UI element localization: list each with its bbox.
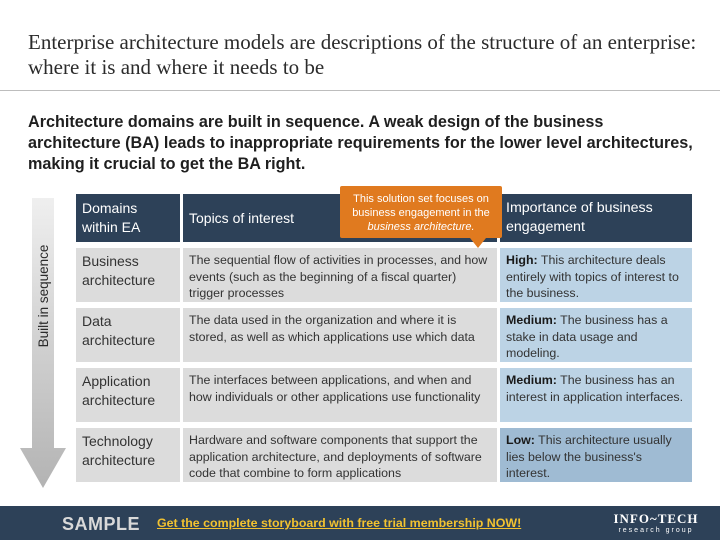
topics-cell: The data used in the organization and where it is stored, as well as which applications use which data — [183, 308, 497, 362]
importance-cell — [500, 248, 692, 302]
callout-emphasis: business architecture. — [367, 221, 475, 233]
footer-bar — [0, 506, 720, 540]
side-label: Built in sequence — [36, 244, 51, 348]
domain-cell: Data architecture — [76, 308, 180, 362]
callout-pointer — [470, 238, 486, 248]
topics-cell: The sequential flow of activities in processes, and how events (such as the beginning of a fiscal quarter) trigger processes — [183, 248, 497, 302]
table-row — [76, 368, 692, 422]
header-domains: Domains within EA — [76, 194, 180, 242]
table-row — [76, 308, 692, 362]
logo-tagline: research group — [618, 527, 694, 534]
importance-text: This architecture usually lies below the business's interest. — [506, 433, 672, 480]
trial-membership-link[interactable]: Get the complete storyboard with free trial membership NOW! — [157, 516, 522, 530]
importance-cell — [500, 308, 692, 362]
domain-cell: Application architecture — [76, 368, 180, 422]
topics-cell: Hardware and software components that support the application architecture, and deployments of software code that combine to form applications — [183, 428, 497, 482]
domain-cell: Technology architecture — [76, 428, 180, 482]
subtitle: Architecture domains are built in sequence. A weak design of the business architecture (BA) leads to inappropriate requirements for the lower level architectures, making it crucial to get the BA right. — [28, 113, 693, 173]
title-divider — [0, 90, 720, 91]
importance-text: The business has a stake in data usage and modeling. — [506, 313, 668, 360]
focus-callout — [340, 186, 502, 238]
header-topics: Topics of interest — [183, 194, 497, 242]
sample-label: SAMPLE — [62, 514, 141, 534]
importance-text: The business has an interest in application interfaces. — [506, 373, 684, 404]
importance-level: High: — [506, 253, 538, 267]
table-row — [76, 248, 692, 302]
header-importance: Importance of business engagement — [500, 194, 692, 242]
info-tech-logo — [610, 511, 702, 537]
domain-cell: Business architecture — [76, 248, 180, 302]
importance-text: This architecture deals entirely with topics of interest to the business. — [506, 253, 679, 300]
importance-cell — [500, 368, 692, 422]
importance-level: Low: — [506, 433, 535, 447]
page-title: Enterprise architecture models are descriptions of the structure of an enterprise: where it is and where it needs to be — [28, 30, 697, 79]
logo-wordmark: INFO~TECH — [613, 511, 699, 526]
importance-level: Medium: — [506, 373, 557, 387]
topics-cell: The interfaces between applications, and when and how individuals or other applications use functionality — [183, 368, 497, 422]
importance-level: Medium: — [506, 313, 557, 327]
importance-cell — [500, 428, 692, 482]
callout-text: This solution set focuses on business engagement in the — [352, 193, 490, 219]
table-row — [76, 428, 692, 482]
